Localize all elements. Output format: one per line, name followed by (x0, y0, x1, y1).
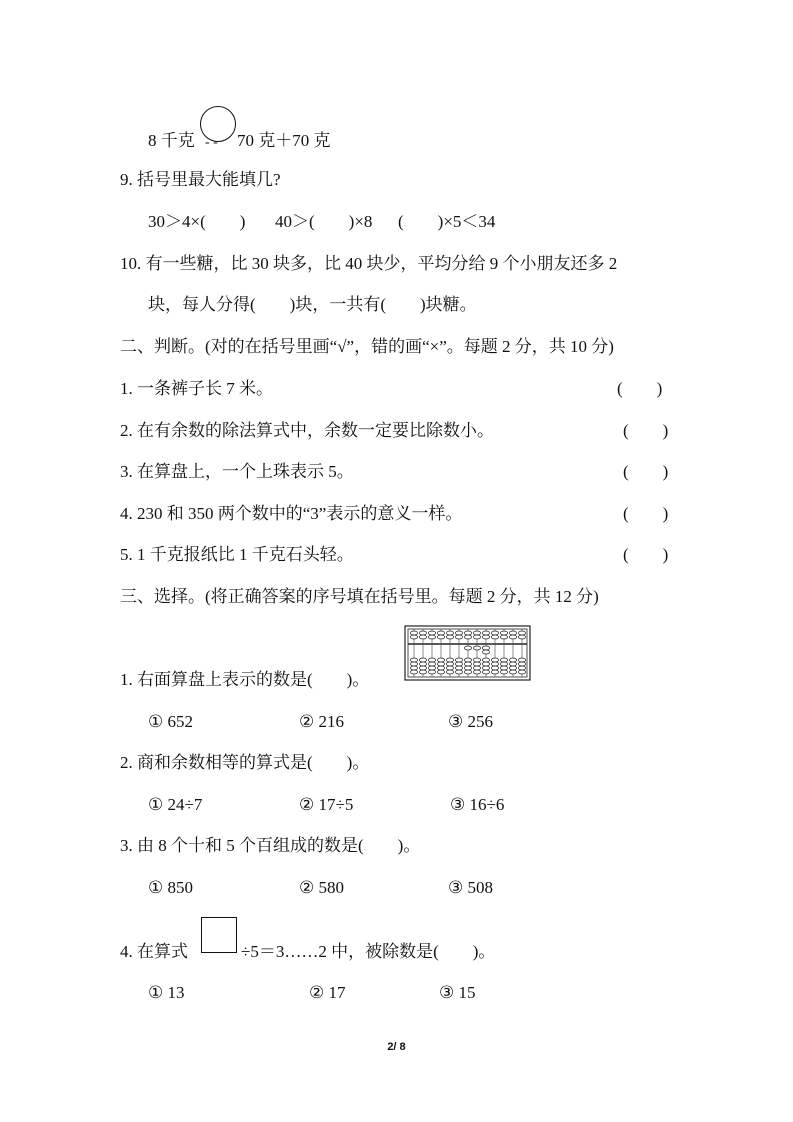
judge-item-5: 5. 1 千克报纸比 1 千克石头轻。 (120, 545, 354, 564)
section2-heading: 二、判断。(对的在括号里画“√”，错的画“×”。每题 2 分，共 10 分) (120, 337, 614, 356)
choice-q4-stem-after: ÷5＝3……2 中，被除数是( )。 (241, 942, 496, 961)
judge-answer-3[interactable]: ( ) (623, 462, 669, 481)
choice-q4-stem-before: 4. 在算式 (120, 942, 188, 961)
choice-q2-option-1[interactable]: ① 24÷7 (148, 795, 203, 814)
judge-answer-1[interactable]: ( ) (617, 379, 663, 398)
choice-q3-stem: 3. 由 8 个十和 5 个百组成的数是( )。 (120, 836, 421, 855)
choice-q2-stem: 2. 商和余数相等的算式是( )。 (120, 753, 370, 772)
choice-q1-option-1[interactable]: ① 652 (148, 712, 193, 731)
choice-q2-option-2[interactable]: ② 17÷5 (299, 795, 354, 814)
judge-item-1: 1. 一条裤子长 7 米。 (120, 379, 273, 398)
judge-answer-4[interactable]: ( ) (623, 504, 669, 523)
q9-expr-2: 40＞( )×8 (275, 212, 373, 231)
page-number: 2/ 8 (387, 1041, 406, 1053)
choice-q4-option-2[interactable]: ② 17 (309, 983, 346, 1002)
judge-answer-5[interactable]: ( ) (623, 545, 669, 564)
choice-q1-option-3[interactable]: ③ 256 (448, 712, 493, 731)
judge-item-4: 4. 230 和 350 两个数中的“3”表示的意义一样。 (120, 504, 463, 523)
q9-expr-1: 30＞4×( ) (148, 212, 246, 231)
choice-q4-option-1[interactable]: ① 13 (148, 983, 185, 1002)
judge-item-2: 2. 在有余数的除法算式中，余数一定要比除数小。 (120, 421, 494, 440)
q8-dash: - - (205, 135, 218, 150)
judge-item-3: 3. 在算盘上，一个上珠表示 5。 (120, 462, 354, 481)
q8-right: 70 克＋70 克 (237, 131, 331, 150)
choice-q1-stem: 1. 右面算盘上表示的数是( )。 (120, 670, 370, 689)
section3-heading: 三、选择。(将正确答案的序号填在括号里。每题 2 分，共 12 分) (120, 587, 599, 606)
choice-q3-option-3[interactable]: ③ 508 (448, 878, 493, 897)
choice-q1-option-2[interactable]: ② 216 (299, 712, 344, 731)
choice-q2-option-3[interactable]: ③ 16÷6 (450, 795, 505, 814)
abacus-image (404, 625, 531, 681)
dividend-square-blank[interactable] (201, 917, 237, 953)
q10-line-2: 块，每人分得( )块，一共有( )块糖。 (148, 295, 477, 314)
judge-answer-2[interactable]: ( ) (623, 421, 669, 440)
choice-q3-option-1[interactable]: ① 850 (148, 878, 193, 897)
q9-title: 9. 括号里最大能填几? (120, 170, 281, 189)
q9-expr-3: ( )×5＜34 (398, 212, 496, 231)
q10-line-1: 10. 有一些糖，比 30 块多，比 40 块少，平均分给 9 个小朋友还多 2 (120, 254, 618, 273)
choice-q4-option-3[interactable]: ③ 15 (439, 983, 476, 1002)
choice-q3-option-2[interactable]: ② 580 (299, 878, 344, 897)
q8-left: 8 千克 (148, 131, 195, 150)
